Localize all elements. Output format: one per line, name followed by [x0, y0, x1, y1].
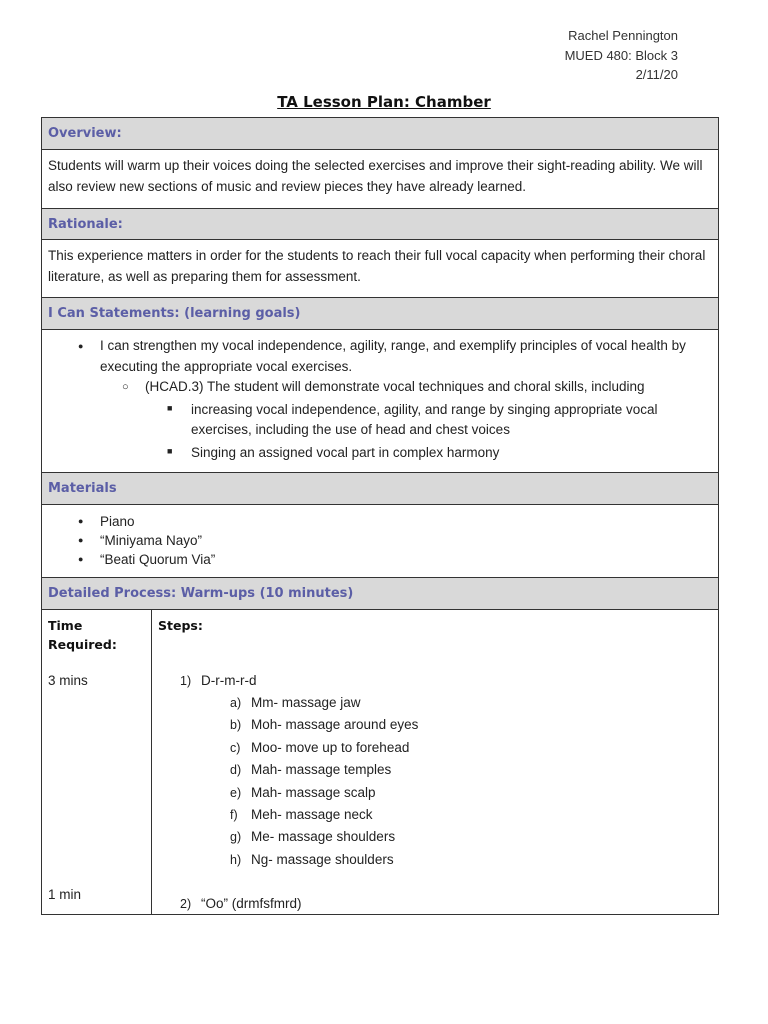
step-label: D-r-m-r-d	[201, 673, 257, 688]
time-required-header: Time Required:	[48, 618, 117, 652]
material-item: ● “Miniyama Nayo”	[48, 531, 712, 550]
sub-step	[158, 692, 712, 714]
lesson-plan-table	[41, 117, 719, 915]
steps-header: Steps:	[158, 618, 203, 633]
rationale-heading: Rationale:	[42, 209, 718, 240]
step-item	[158, 893, 712, 915]
sub-step	[158, 714, 712, 736]
step-label: “Oo” (drmfsfmrd)	[201, 896, 302, 912]
sub-text: Meh- massage neck	[251, 807, 373, 823]
sub-text: Ng- massage shoulders	[251, 851, 394, 867]
course-name: MUED 480: Block 3	[564, 47, 678, 63]
author-block	[565, 26, 678, 85]
sub-letter: b)	[230, 718, 242, 733]
steps-column	[152, 610, 718, 914]
sub-step	[158, 759, 712, 781]
sub-text: Mah- massage scalp	[251, 784, 376, 800]
time-column	[42, 610, 152, 914]
goal-skill: ■ increasing vocal independence, agility, and range by singing appropriate vocal exercises, including the use of head and chest voices	[48, 398, 712, 441]
process-heading: Detailed Process: Warm-ups (10 minutes)	[42, 578, 718, 610]
step-time: 1 min	[48, 887, 82, 902]
sub-letter: d)	[230, 763, 242, 778]
material-item: ● “Beati Quorum Via”	[48, 550, 712, 569]
goals-body	[42, 330, 718, 473]
sub-text: Me- massage shoulders	[251, 829, 396, 845]
sub-letter: h)	[230, 852, 242, 867]
document-date: 2/11/20	[635, 67, 678, 82]
materials-body	[42, 505, 718, 578]
overview-text: Students will warm up their voices doing the selected exercises and improve their sight-reading ability. We will also review new sections of music and review pieces they have already learned.	[42, 150, 718, 209]
process-table	[42, 610, 718, 914]
sub-letter: g)	[230, 830, 242, 845]
sub-step	[158, 782, 712, 804]
goal-statement: ● I can strengthen my vocal independence, agility, range, and exemplify principles of vocal health by executing the appropriate vocal exercises.	[48, 336, 712, 377]
sub-text: Mm- massage jaw	[251, 695, 361, 710]
sub-text: Moh- massage around eyes	[251, 717, 419, 733]
step-item	[158, 670, 712, 692]
goal-standard: ○ (HCAD.3) The student will demonstrate vocal techniques and choral skills, including	[48, 377, 712, 398]
step-time: 3 mins	[48, 673, 88, 688]
sub-step	[158, 826, 712, 848]
sub-step	[158, 849, 712, 871]
sub-step	[158, 804, 712, 826]
page-title: TA Lesson Plan: Chamber	[277, 93, 491, 111]
rationale-text: This experience matters in order for the students to reach their full vocal capacity when performing their choral literature, as well as preparing them for assessment.	[42, 240, 718, 298]
sub-letter: a)	[230, 696, 242, 710]
sub-letter: e)	[230, 785, 242, 800]
goals-heading: I Can Statements: (learning goals)	[42, 298, 718, 330]
sub-text: Mah- massage temples	[251, 762, 392, 778]
goal-skill: ■ Singing an assigned vocal part in complex harmony	[48, 441, 712, 464]
materials-heading: Materials	[42, 473, 718, 505]
author-name: Rachel Pennington	[568, 28, 678, 43]
step-number: 2)	[180, 897, 192, 912]
overview-heading: Overview:	[42, 118, 718, 150]
sub-letter: c)	[230, 740, 241, 755]
sub-text: Moo- move up to forehead	[251, 739, 410, 755]
step-number: 1)	[180, 674, 192, 688]
sub-step	[158, 737, 712, 759]
material-item: ● Piano	[48, 512, 712, 531]
sub-letter: f)	[230, 808, 238, 823]
